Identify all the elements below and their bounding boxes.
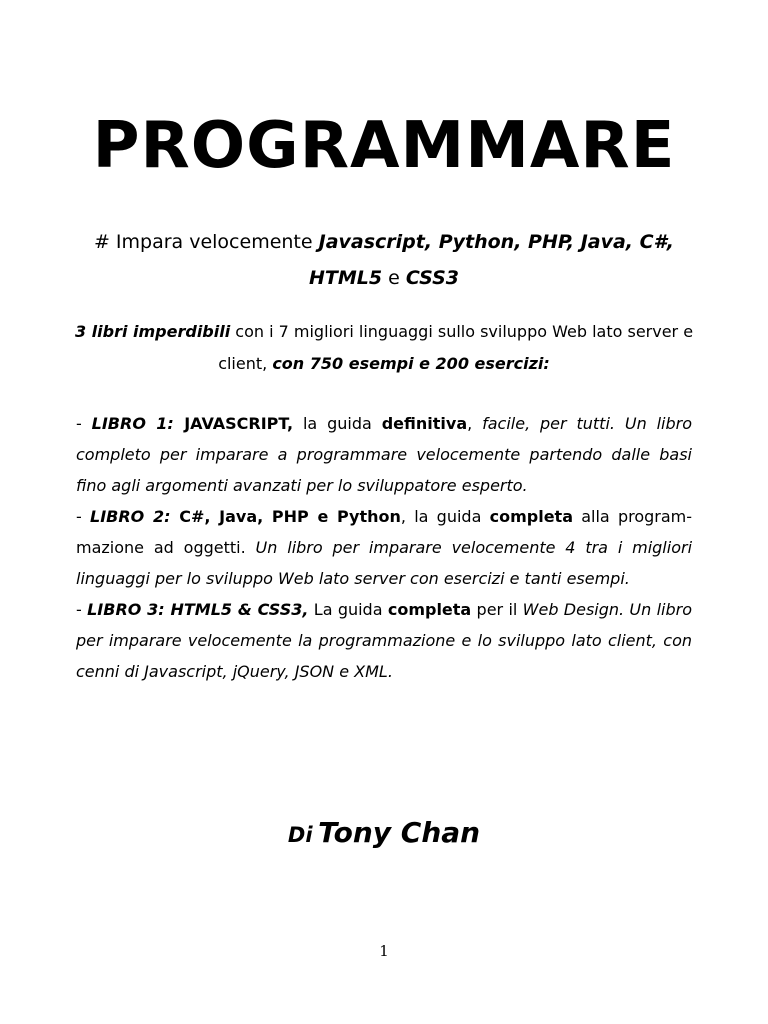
subtitle-html5: HTML5 [308, 267, 383, 289]
book-1-entry [76, 408, 692, 501]
book-2-text-2: alla program-mazione ad oggetti. [76, 507, 693, 557]
book-2-entry [76, 501, 692, 594]
subtitle-languages: Javascript, Python, PHP, Java, C#, [318, 231, 675, 253]
books-list [76, 408, 692, 687]
book-2-description: Un libro per imparare velocemente 4 tra i migliori linguaggi per lo sviluppo Web lato server con esercizi e tanti esempi. [76, 538, 693, 588]
subtitle-css3: CSS3 [405, 267, 460, 289]
book-2-text-1: , la guida [400, 507, 490, 526]
author-line [0, 816, 768, 849]
book-1-text-1: la guida [293, 414, 382, 433]
intro-highlight: 3 libri imperdibili [74, 322, 231, 341]
book-3-description: Web Design. Un libro per imparare velocemente la programmazione e lo sviluppo lato client, con cenni di Javascript, jQuery, JSON e XML. [76, 600, 693, 681]
book-3-text-1: La guida [308, 600, 388, 619]
book-3-key: completa [387, 600, 472, 619]
author-prefix: Di [287, 823, 313, 847]
subtitle-and: e [382, 267, 406, 289]
author-name: Tony Chan [318, 816, 481, 849]
subtitle-prefix: # Impara velocemente [93, 231, 319, 253]
book-1-text-2: , [467, 414, 483, 433]
book-3-dash: - [76, 600, 88, 619]
book-title: PROGRAMMARE [92, 109, 676, 183]
book-1-key: definitiva [381, 414, 468, 433]
book-1-topic: JAVASCRIPT, [173, 414, 294, 433]
book-2-dash: - [76, 507, 90, 526]
book-3-label: LIBRO 3: HTML5 & CSS3, [87, 600, 309, 619]
book-2-key: completa [489, 507, 573, 526]
book-1-label: LIBRO 1: [91, 414, 174, 433]
book-1-dash: - [76, 414, 92, 433]
book-3-text-2: per il [471, 600, 523, 619]
book-3-entry [76, 594, 692, 687]
book-2-topic: C#, Java, PHP e Python [170, 507, 401, 526]
intro-paragraph [60, 316, 708, 380]
intro-text: con i 7 migliori linguaggi sullo sviluppo Web lato server e client, [218, 322, 694, 373]
intro-highlight-2: con 750 esempi e 200 esercizi: [272, 354, 550, 373]
book-1-description: facile, per tutti. Un libro completo per imparare a programmare velocemente partendo dalle basi fino agli argomenti avanzati per lo sviluppatore esperto. [76, 414, 693, 495]
page-number: 1 [379, 942, 389, 960]
book-subtitle [60, 224, 708, 296]
book-2-label: LIBRO 2: [90, 507, 171, 526]
